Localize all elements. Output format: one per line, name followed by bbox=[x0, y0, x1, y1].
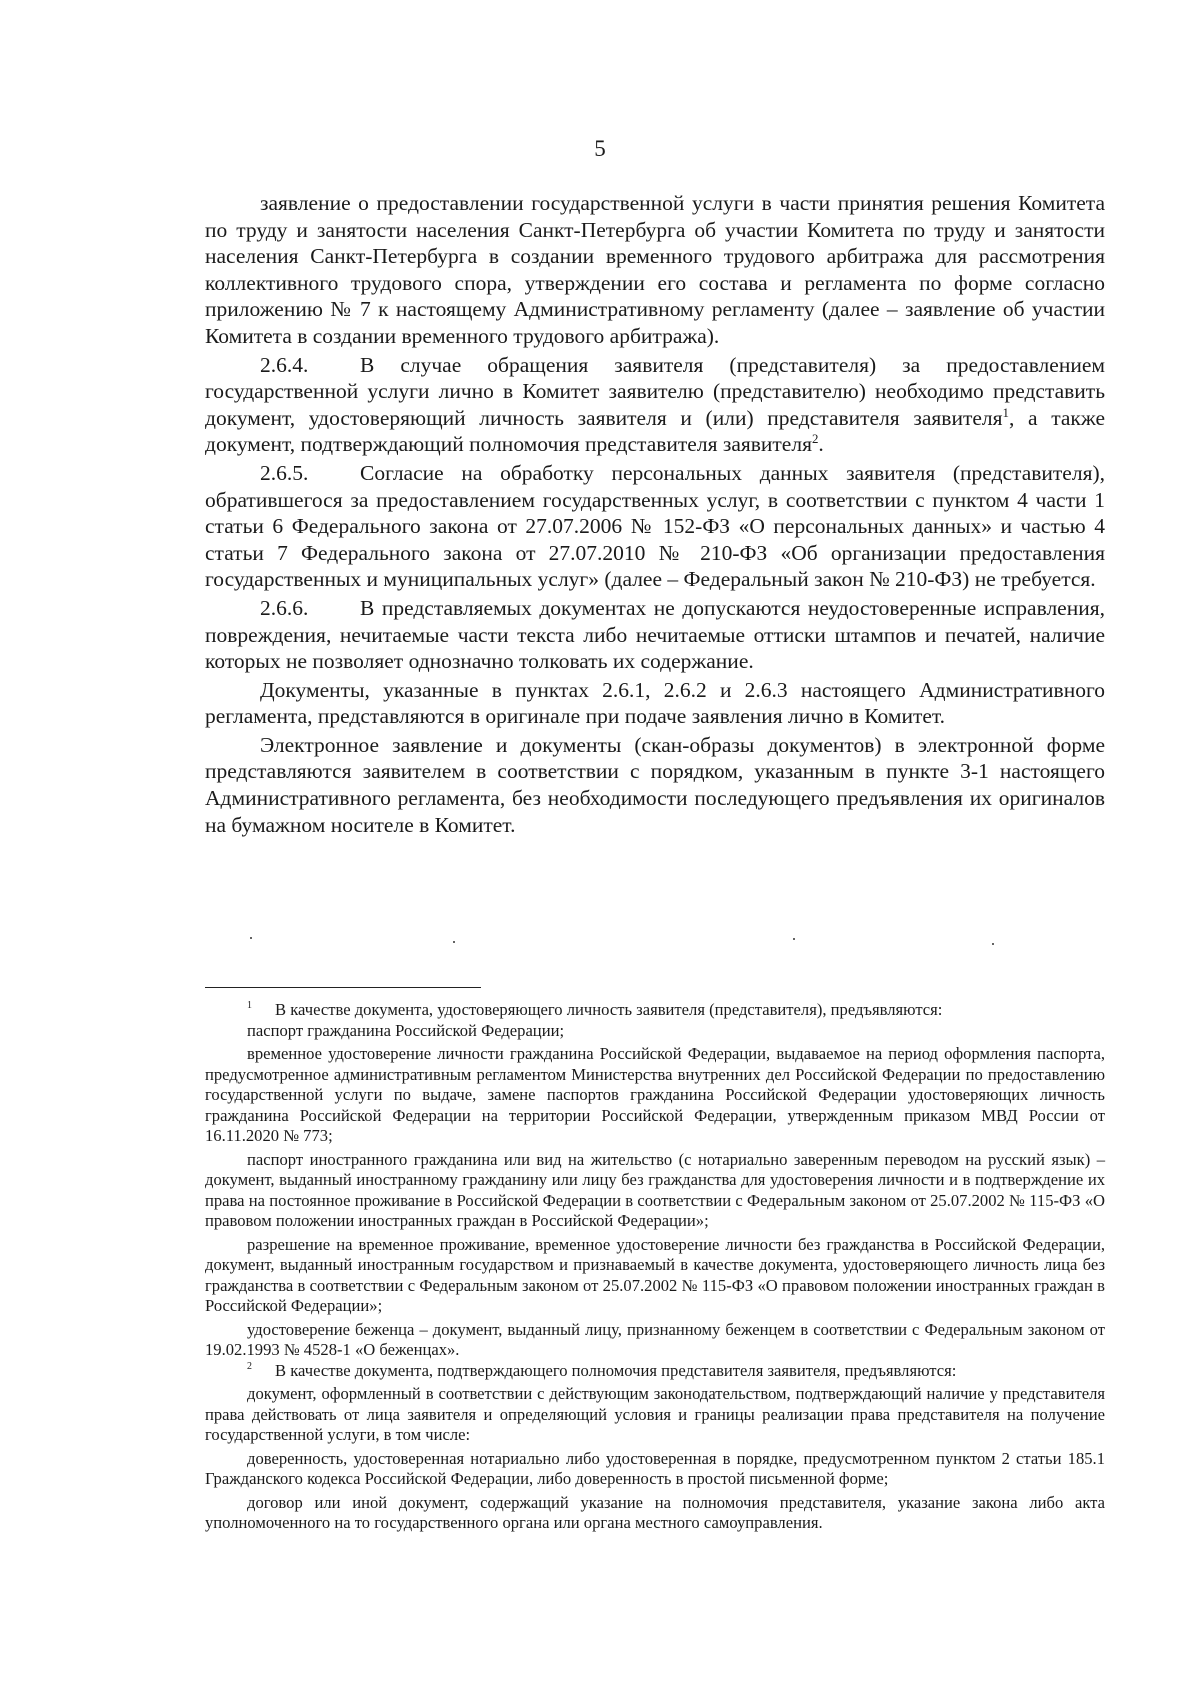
footnote-item: паспорт гражданина Российской Федерации; bbox=[247, 1020, 565, 1040]
page-number: 5 bbox=[594, 136, 606, 161]
paragraph-text: В представляемых документах не допускаются неудостоверенные исправления, повреждения, нечитаемые части текста либо нечитаемые оттиски штампов и печатей, наличие которых не позволяет однозначно толковать их содержание. bbox=[205, 595, 1105, 674]
clause-number: 2.6.6. bbox=[260, 595, 309, 620]
paragraph-electronic: Электронное заявление и документы (скан-образы документов) в электронной форме представляются заявителем в соответствии с порядком, указанным в пункте 3-1 настоящего Административного регламента, без необходимости последующего предъявления их оригиналов на бумажном носителе в Комитет. bbox=[205, 732, 1105, 837]
main-text bbox=[205, 190, 1105, 838]
footnote-item: доверенность, удостоверенная нотариально либо удостоверенная в порядке, предусмотренном пунктом 2 статьи 185.1 Гражданского кодекса Российской Федерации, либо доверенность в простой письменной форме; bbox=[205, 1448, 1105, 1488]
footnote-item: паспорт иностранного гражданина или вид на жительство (с нотариально заверенным переводом на русский язык) – документ, выданный иностранному гражданину или лицу без гражданства для удостоверения личности и в подтверждение их права на постоянное проживание в Российской Федерации в соответствии с Федеральным законом от 25.07.2002 № 115-ФЗ «О правовом положении иностранных граждан в Российской Федерации»; bbox=[205, 1149, 1105, 1230]
paragraph-text: , а также документ, подтверждающий полномочия представителя заявителя bbox=[205, 405, 1105, 457]
footnote-2: $^2$ В качестве документа, подтверждающего полномочия представителя заявителя, предъявляются: bbox=[247, 1360, 957, 1380]
footnote-text: В качестве документа, удостоверяющего личность заявителя (представителя), предъявляются: bbox=[275, 1000, 943, 1019]
paragraph-2-6-6 bbox=[205, 595, 1105, 675]
footnote-separator bbox=[205, 987, 481, 988]
footnote-ref-2: 2 bbox=[811, 432, 819, 447]
scan-specks bbox=[0, 935, 1200, 955]
footnote-item: временное удостоверение личности гражданина Российской Федерации, выдаваемое на период оформления паспорта, предусмотренное административным регламентом Министерства внутренних дел Российской Федерации по предоставлению государственной услуги по выдаче, замене паспортов гражданина Российской Федерации удостоверяющих личность гражданина Российской Федерации на территории Российской Федерации, утвержденным приказом МВД России от 16.11.2020 № 773; bbox=[205, 1044, 1105, 1145]
paragraph-text: Согласие на обработку персональных данных заявителя (представителя), обратившегося за предоставлением государственных услуг, в соответствии с пунктом 4 части 1 статьи 6 Федерального закона от 27.07.2006 № 152-ФЗ «О персональных данных» и частью 4 статьи 7 Федерального закона от 27.07.2010 № 210-ФЗ «Об организации предоставления государственных и муниципальных услуг» (далее – Федеральный закон № 210-ФЗ) не требуется. bbox=[205, 460, 1105, 592]
paragraph-2-6-4 bbox=[205, 352, 1105, 458]
paragraph-continuation: заявление о предоставлении государственной услуги в части принятия решения Комитета по труду и занятости населения Санкт-Петербурга об участии Комитета по труду и занятости населения Санкт-Петербурга в создании временного трудового арбитража для рассмотрения коллективного трудового спора, утверждении его состава и регламента по форме согласно приложению № 7 к настоящему Административному регламенту (далее – заявление об участии Комитета в создании временного трудового арбитража). bbox=[205, 191, 1105, 348]
footnote-item: документ, оформленный в соответствии с действующим законодательством, подтверждающий наличие у представителя права действовать от лица заявителя и определяющий условия и границы реализации права представителя на получение государственной услуги, в том числе: bbox=[205, 1384, 1105, 1444]
clause-number: 2.6.4. bbox=[260, 352, 309, 377]
paragraph-text: В случае обращения заявителя (представителя) за предоставлением государственной услуги лично в Комитет заявителю (представителю) необходимо представить документ, удостоверяющий личность заявителя и (или) представителя заявителя bbox=[205, 352, 1105, 430]
footnote-item: договор или иной документ, содержащий указание на полномочия представителя, указание закона либо акта уполномоченного на то государственного органа или органа местного самоуправления. bbox=[205, 1492, 1105, 1532]
scan-speck bbox=[250, 937, 252, 939]
footnote-ref-1: 1 bbox=[1002, 405, 1009, 420]
footnote-item: разрешение на временное проживание, временное удостоверение личности без гражданства в Российской Федерации, документ, выданный иностранным государством и признаваемый в качестве документа, удостоверяющего личность лица без гражданства в соответствии с Федеральным законом от 25.07.2002 № 115-ФЗ «О правовом положении иностранных граждан в Российской Федерации»; bbox=[205, 1234, 1105, 1315]
scan-speck bbox=[793, 938, 795, 940]
footnotes bbox=[205, 1000, 1105, 1534]
paragraph-2-6-5 bbox=[205, 460, 1105, 593]
footnote-item: удостоверение беженца – документ, выданный лицу, признанному беженцем в соответствии с Федеральным законом от 19.02.1993 № 4528-1 «О беженцах». bbox=[205, 1319, 1105, 1359]
scan-speck bbox=[453, 941, 455, 943]
paragraph-originals: Документы, указанные в пунктах 2.6.1, 2.6.2 и 2.6.3 настоящего Административного регламента, представляются в оригинале при подаче заявления лично в Комитет. bbox=[205, 677, 1105, 729]
paragraph-text: . bbox=[818, 432, 824, 457]
scan-speck bbox=[992, 943, 994, 945]
footnote-1: $^1$ В качестве документа, удостоверяющего личность заявителя (представителя), предъявляются: bbox=[247, 1000, 943, 1019]
footnote-text: В качестве документа, подтверждающего полномочия представителя заявителя, предъявляются: bbox=[275, 1360, 957, 1380]
clause-number: 2.6.5. bbox=[260, 460, 309, 485]
